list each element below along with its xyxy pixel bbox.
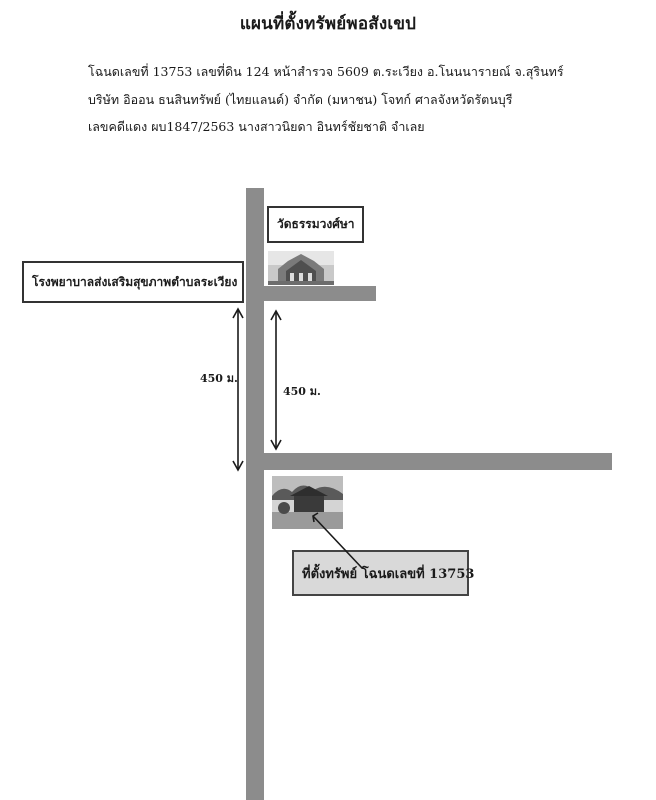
branch-road xyxy=(264,453,612,470)
distance-label-right: 450 ม. xyxy=(283,385,321,398)
property-label: ที่ตั้งทรัพย์ โฉนดเลขที่ 13753 xyxy=(292,550,469,596)
main-road xyxy=(246,188,264,800)
info-line-parties: บริษัท อิออน ธนสินทรัพย์ (ไทยแลนด์) จำกัด (มหาชน) โจทก์ ศาลจังหวัดรัตนบุรี xyxy=(88,92,513,107)
info-line-case: เลขคดีแดง ผบ1847/2563 นางสาวนิยดา อินทร์ชัยชาติ จำเลย xyxy=(88,119,425,134)
temple-road xyxy=(264,286,376,301)
distance-label-left: 450 ม. xyxy=(200,372,238,385)
double-arrow-right xyxy=(271,311,281,449)
double-arrow-left xyxy=(233,309,243,470)
temple-label: วัดธรรมวงศ์ษา xyxy=(267,206,364,243)
temple-photo xyxy=(268,251,334,285)
hospital-label: โรงพยาบาลส่งเสริมสุขภาพตำบลระเวียง xyxy=(22,261,244,303)
map-title: แผนที่ตั้งทรัพย์พอสังเขป xyxy=(239,14,417,34)
property-photo xyxy=(272,476,343,529)
info-line-deed: โฉนดเลขที่ 13753 เลขที่ดิน 124 หน้าสำรวจ 5609 ต.ระเวียง อ.โนนนารายณ์ จ.สุรินทร์ xyxy=(88,64,564,79)
